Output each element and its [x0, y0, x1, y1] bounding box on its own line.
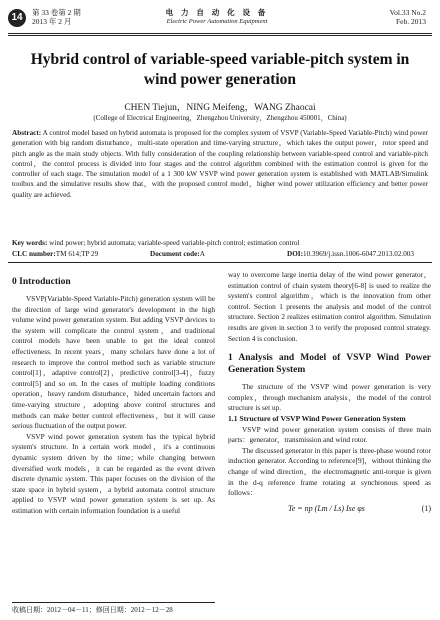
header-center [128, 8, 306, 26]
subsection-heading-structure: 1.1 Structure of VSVP Wind Power Generation System [228, 413, 406, 423]
intro-paragraph-3: way to overcome large inertia delay of the wind power generator，estimation control of chain system theory[6-8] is used to realize the system's control algorithm，which is the innovation from other control. Section 1 presents the analysis and model of the control structure. Section 2 realizes estimation control algorithm. Simulation results are given in section 3 to verify the proposed control strategy. Section 4 is conclusion. [228, 270, 431, 343]
document-code-label: Document code: [150, 250, 200, 258]
running-header [8, 6, 426, 34]
equation-number: (1) [421, 503, 431, 513]
page-number-badge: 14 [8, 9, 26, 27]
doi-value: 10.3969/j.issn.1006-6047.2013.02.003 [302, 250, 414, 258]
journal-name-cn: 电 力 自 动 化 设 备 [165, 8, 269, 17]
document-code-value: A [199, 250, 205, 258]
doi-field [287, 249, 414, 259]
volume-en: Vol.33 No.2 [389, 8, 426, 17]
keywords [12, 238, 428, 248]
paper-title: Hybrid control of variable-speed variable-pitch system in wind power generation [30, 51, 410, 88]
equation-formula: Te = np (Lm / Ls) Ise φs [288, 503, 365, 513]
volume-cn: 第 33 卷第 2 期 [32, 8, 81, 17]
section-heading-analysis: 1 Analysis and Model of VSVP Wind Power Generation System [228, 353, 431, 376]
abstract-label: Abstract: [12, 129, 42, 137]
header-rule-thin [8, 35, 432, 36]
abstract-rule [8, 262, 432, 263]
section-heading-introduction: 0 Introduction [12, 277, 71, 287]
header-rule-thick [8, 33, 432, 34]
right-column [228, 270, 431, 521]
doi-label: DOI: [287, 250, 303, 258]
abstract [12, 128, 428, 200]
author-list: CHEN Tiejun，NING Meifeng，WANG Zhaocai [124, 103, 316, 113]
keywords-label: Key words: [12, 239, 48, 247]
keywords-text: wind power; hybrid automata; variable-speed variable-pitch control; estimation control [47, 239, 300, 247]
abstract-text: A control model based on hybrid automata is proposed for the complex system of VSVP (Variable-Speed Variable-Pitch) wind power generation with big random disturbance，multi-state operation and time-varying structure，which takes the output power，rotor speed and pitch angle as the main study objects. With fully consideration of the coupling relationship between variable-speed control and variable-pitch control，the control process is divided into four stages and the control algorithm combined with the estimation control is given for the controller of each stage. The simulation model of a 1 300 kW VSVP wind power generation system is established with MATLAB/Simulink toolbox and the simulative results show that，with the proposed control model，higher wind power utilization efficiency and better power quality are achieved. [12, 129, 428, 199]
structure-paragraph-1: VSVP wind power generation system consists of three main parts：generator，transmission and wind rotor. [228, 424, 431, 445]
journal-name-en: Electric Power Automation Equipment [166, 18, 268, 25]
equation-1 [228, 502, 431, 518]
clc-field [12, 249, 98, 259]
clc-value: TM 614;TP 29 [55, 250, 99, 258]
affiliation: (College of Electrical Engineering，Zhengzhou University，Zhengzhou 450001，China) [93, 114, 347, 122]
header-right [390, 8, 426, 26]
intro-paragraph-1: VSVP(Variable-Speed Variable-Pitch) generation system will be the direction of large wind generator's development in the high volume wind power generation system. But adding VSVP devices to the system will complicate the control system，and traditional control models have been unable to get the ideal control effectiveness. In recent years，many scholars have done a lot of research to improve the control method such as variable structure control[1]，adaptive control[2]，predictive control[3-4]，fuzzy control[5] and so on. In the cases of multiple loading conditions operation，heavy random disturbance，hided uncertain factors and time-varying structure，adopting above control structures and methods can make better control effectiveness，but it will cause serious fluctuation of the output power. [12, 294, 215, 431]
date-en: Feb. 2013 [396, 17, 426, 26]
document-code-field [150, 249, 205, 259]
header-left [32, 8, 81, 26]
received-date-footnote: 收稿日期：2012－04－11；修回日期：2012－12－28 [12, 602, 215, 615]
date-cn: 2013 年 2 月 [32, 17, 72, 26]
clc-label: CLC number: [12, 250, 56, 258]
structure-paragraph-2: The discussed generator in this paper is three-phase wound rotor induction generator. According to reference[9]，without thinking the change of wind direction，the electromagnetic anti-torque is given in the d-q reference frame rotating at synchronous speed as follows： [228, 445, 431, 498]
left-column [12, 270, 215, 516]
intro-paragraph-2: VSVP wind power generation system has the typical hybrid system's structure. In a certain work model，it's a continuous dynamic system driven by the time；while changing between diversified work models，it can be regarded as the event driven discrete dynamic system. This paper focuses on the division of the state space in hybrid system，a hybrid automata control structure applied to VSVP wind power generation system is set up. As estimation with certain information foundation is a useful [12, 431, 215, 515]
analysis-paragraph: The structure of the VSVP wind power generation is very complex，through mechanism analysis，the model of the control structure is set up. [228, 382, 431, 413]
classification-line [12, 249, 428, 259]
